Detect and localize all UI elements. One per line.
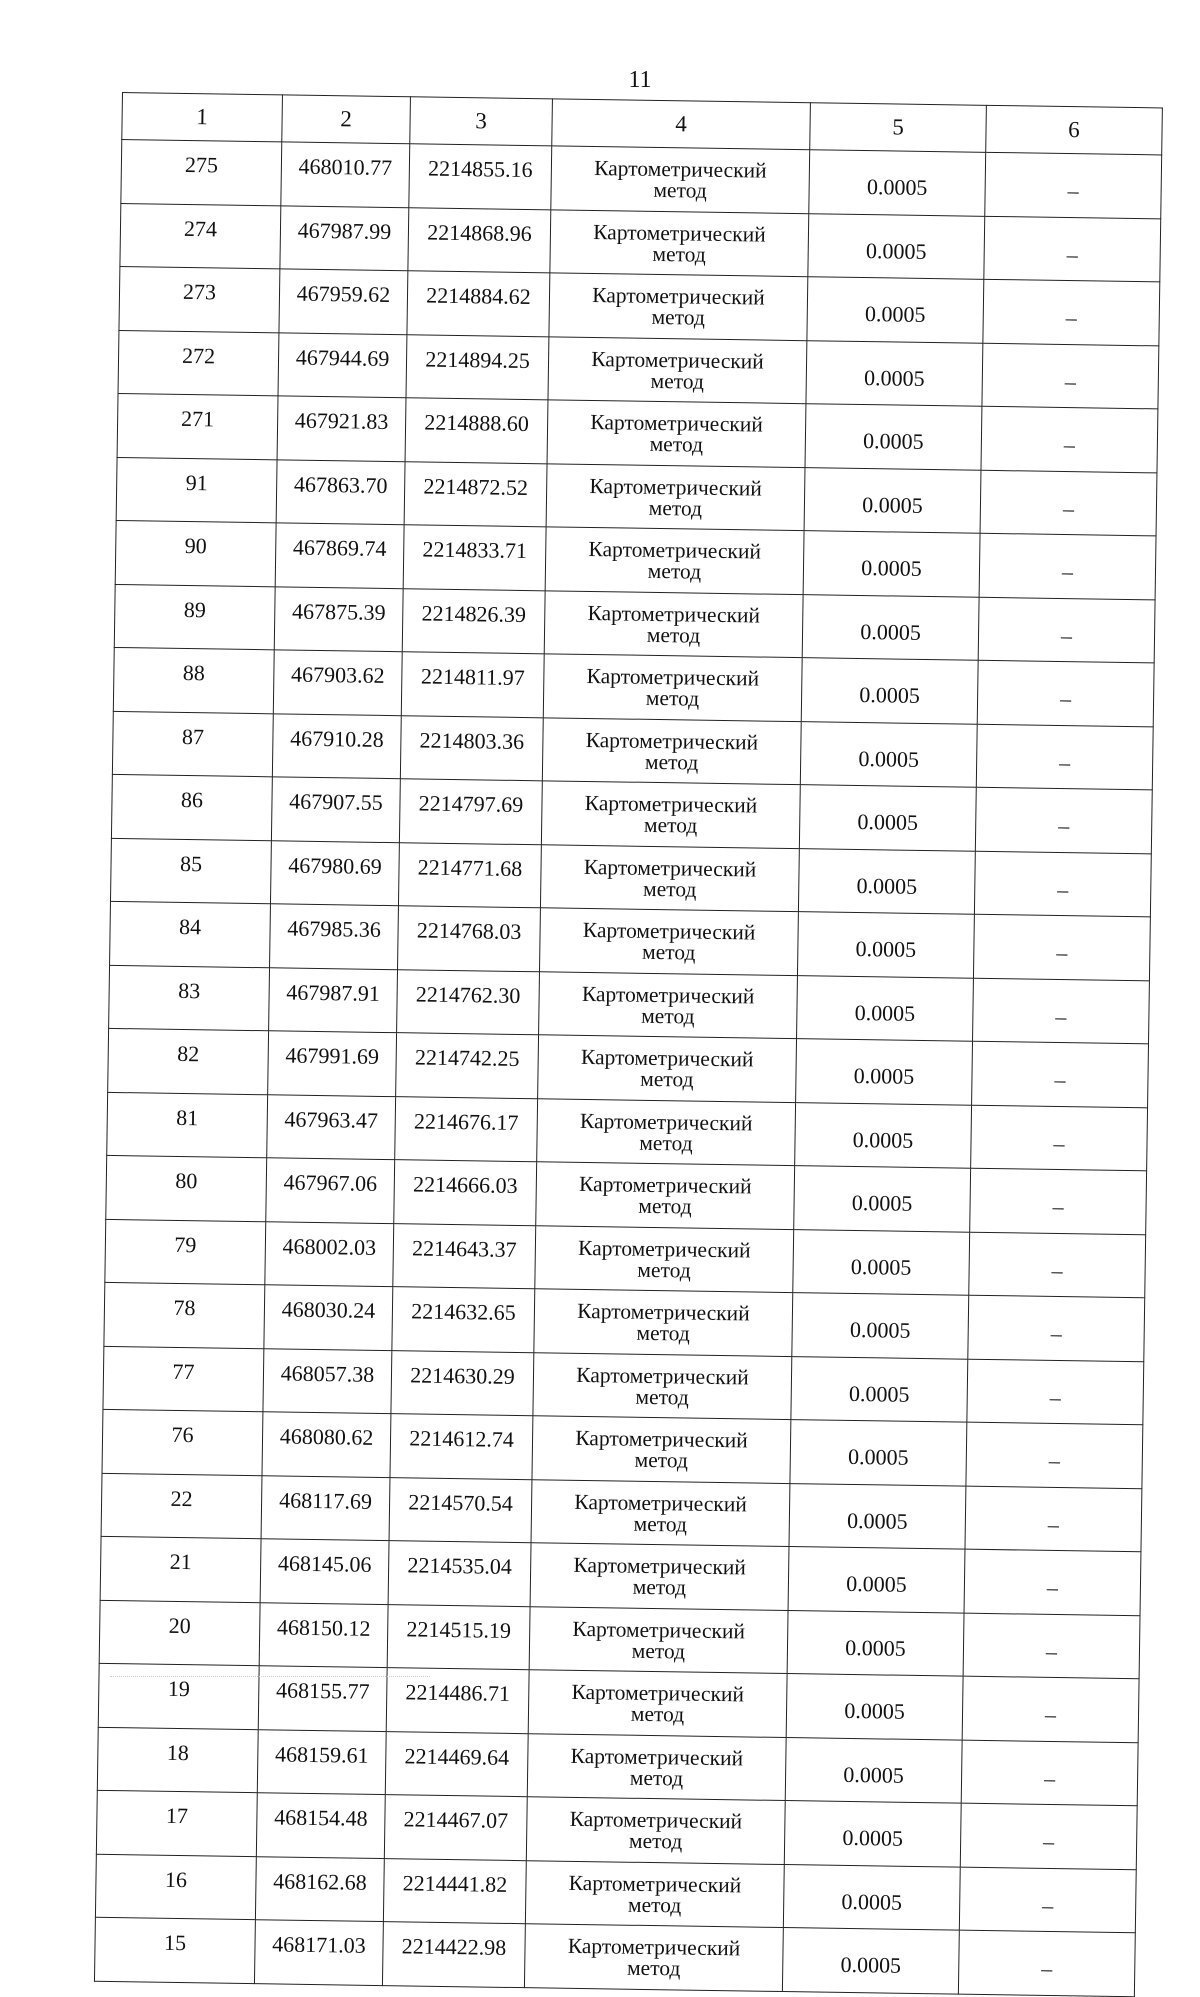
point-number-cell: 21 [100,1536,261,1602]
x-coordinate-cell: 467985.36 [270,904,399,969]
note-cell: – [973,914,1150,980]
method-cell [536,1162,795,1229]
accuracy-cell: 0.0005 [803,531,980,597]
method-line-2: метод [648,495,703,521]
accuracy-cell: 0.0005 [786,1674,963,1740]
method-line-2: метод [634,1448,689,1473]
x-coordinate-cell: 468155.77 [258,1666,387,1731]
accuracy-cell: 0.0005 [804,467,981,533]
note-cell: – [961,1740,1138,1806]
note-cell: – [969,1232,1146,1298]
note-cell: – [959,1867,1136,1933]
y-coordinate-cell: 2214630.29 [391,1350,534,1416]
x-coordinate-cell: 467869.74 [275,523,404,588]
x-coordinate-cell: 467987.99 [280,205,409,270]
note-cell: – [974,851,1151,917]
header-col-3: 3 [410,97,553,146]
point-number-cell: 84 [110,901,271,967]
method-line-2: метод [647,559,702,584]
method-line-1: Картометрический [574,1489,748,1517]
point-number-cell: 89 [114,584,275,650]
method-line-1: Картометрический [582,918,756,945]
note-cell: – [967,1359,1144,1425]
x-coordinate-cell: 467944.69 [278,332,407,397]
y-coordinate-cell: 2214771.68 [398,842,541,908]
method-line-2: метод [643,813,698,838]
method-line-2: метод [639,1130,693,1156]
coordinates-table-container [94,92,1162,1997]
point-number-cell: 83 [109,965,270,1031]
y-coordinate-cell: 2214666.03 [394,1160,537,1226]
method-line-1: Картометрический [572,1616,746,1644]
x-coordinate-cell: 467910.28 [272,713,401,778]
note-cell: – [981,406,1158,472]
point-number-cell: 82 [108,1028,269,1094]
point-number-cell: 19 [98,1663,259,1729]
y-coordinate-cell: 2214612.74 [390,1414,533,1480]
method-line-1: Картометрический [587,600,761,628]
y-coordinate-cell: 2214855.16 [409,144,552,210]
header-col-2: 2 [282,95,411,144]
x-coordinate-cell: 467903.62 [273,650,402,715]
point-number-cell: 17 [96,1790,257,1856]
x-coordinate-cell: 467967.06 [266,1158,395,1223]
method-line-2: метод [631,1638,686,1664]
method-cell [548,336,807,403]
y-coordinate-cell: 2214826.39 [402,588,545,654]
note-cell: – [970,1168,1147,1234]
method-line-1: Картометрический [577,1299,750,1326]
y-coordinate-cell: 2214803.36 [400,715,543,781]
accuracy-cell: 0.0005 [802,594,979,660]
note-cell: – [975,787,1152,853]
x-coordinate-cell: 468145.06 [260,1539,389,1604]
note-cell: – [971,1105,1148,1171]
method-line-1: Картометрический [569,1807,743,1834]
method-line-2: метод [653,178,707,203]
method-cell [532,1416,791,1483]
accuracy-cell: 0.0005 [794,1166,971,1232]
method-line-1: Картометрический [591,346,764,374]
note-cell: – [977,660,1154,726]
point-number-cell: 274 [120,203,281,269]
note-cell: – [985,152,1162,218]
y-coordinate-cell: 2214884.62 [407,271,550,337]
accuracy-cell: 0.0005 [800,721,977,787]
accuracy-cell: 0.0005 [806,340,983,406]
point-number-cell: 20 [99,1600,260,1666]
accuracy-cell: 0.0005 [801,658,978,724]
method-line-1: Картометрический [585,727,759,755]
note-cell: – [964,1549,1141,1615]
accuracy-cell: 0.0005 [797,975,974,1041]
method-line-2: метод [635,1384,690,1410]
y-coordinate-cell: 2214515.19 [387,1604,530,1670]
point-number-cell: 78 [104,1282,265,1348]
method-line-1: Картометрический [592,283,765,310]
method-line-1: Картометрический [593,156,767,183]
x-coordinate-cell: 468080.62 [262,1412,391,1477]
method-line-2: метод [646,622,701,648]
method-line-1: Картометрический [588,537,762,564]
method-line-2: метод [632,1574,687,1600]
method-line-2: метод [640,1067,694,1092]
point-number-cell: 273 [119,266,280,332]
method-cell [549,273,808,340]
method-line-2: метод [637,1257,691,1283]
accuracy-cell: 0.0005 [783,1864,960,1930]
accuracy-cell: 0.0005 [785,1737,962,1803]
x-coordinate-cell: 468010.77 [281,142,410,207]
coordinates-table [94,92,1163,1997]
accuracy-cell: 0.0005 [797,912,974,978]
accuracy-cell: 0.0005 [787,1610,964,1676]
method-cell [528,1670,787,1737]
x-coordinate-cell: 468057.38 [263,1348,392,1413]
point-number-cell: 275 [121,140,282,206]
method-line-1: Картометрический [576,1362,749,1390]
x-coordinate-cell: 468154.48 [256,1793,385,1858]
x-coordinate-cell: 467980.69 [270,840,399,905]
method-line-2: метод [638,1194,692,1219]
point-number-cell: 80 [106,1155,267,1221]
note-cell: – [962,1676,1139,1742]
accuracy-cell: 0.0005 [808,213,985,279]
x-coordinate-cell: 468030.24 [264,1285,393,1350]
method-cell [544,590,803,657]
method-line-2: метод [642,876,697,902]
method-line-1: Картометрический [571,1680,745,1707]
y-coordinate-cell: 2214888.60 [405,398,548,464]
note-cell: – [982,343,1159,409]
y-coordinate-cell: 2214768.03 [398,906,541,972]
method-line-2: метод [641,940,696,965]
method-line-2: метод [633,1511,688,1537]
y-coordinate-cell: 2214833.71 [403,525,546,591]
accuracy-cell: 0.0005 [791,1356,968,1422]
accuracy-cell: 0.0005 [788,1547,965,1613]
method-cell [541,781,800,848]
x-coordinate-cell: 467875.39 [274,586,403,651]
y-coordinate-cell: 2214469.64 [385,1731,528,1797]
y-coordinate-cell: 2214742.25 [396,1033,539,1099]
method-line-2: метод [651,305,706,330]
accuracy-cell: 0.0005 [809,150,986,216]
note-cell: – [965,1486,1142,1552]
note-cell: – [976,724,1153,790]
x-coordinate-cell: 467991.69 [268,1031,397,1096]
note-cell: – [963,1613,1140,1679]
note-cell: – [968,1295,1145,1361]
y-coordinate-cell: 2214570.54 [389,1477,532,1543]
y-coordinate-cell: 2214643.37 [393,1223,536,1289]
accuracy-cell: 0.0005 [789,1483,966,1549]
method-cell [545,527,804,594]
note-cell: – [978,597,1155,663]
table-body [94,140,1161,1997]
y-coordinate-cell: 2214872.52 [404,461,547,527]
method-line-1: Картометрический [577,1235,751,1263]
method-line-1: Картометрический [584,791,758,818]
method-cell [542,717,801,784]
note-cell: – [984,216,1161,282]
point-number-cell: 91 [116,457,277,523]
note-cell: – [979,533,1156,599]
point-number-cell: 87 [112,711,273,777]
accuracy-cell: 0.0005 [792,1293,969,1359]
x-coordinate-cell: 468002.03 [265,1221,394,1286]
method-line-1: Картометрический [578,1172,752,1199]
x-coordinate-cell: 467987.91 [269,967,398,1032]
method-cell [551,146,810,213]
method-cell [540,908,799,975]
accuracy-cell: 0.0005 [790,1420,967,1486]
method-line-2: метод [645,686,700,711]
method-line-1: Картометрический [581,981,755,1009]
method-cell [540,844,799,911]
note-cell: – [973,978,1150,1044]
note-cell: – [980,470,1157,536]
method-line-2: метод [629,1765,684,1791]
method-line-1: Картометрический [589,473,763,501]
method-cell [526,1797,785,1864]
accuracy-cell: 0.0005 [798,848,975,914]
note-cell: – [958,1930,1135,1996]
method-cell [524,1924,783,1991]
accuracy-cell: 0.0005 [799,785,976,851]
header-col-5: 5 [810,103,987,153]
x-coordinate-cell: 467959.62 [279,269,408,334]
method-cell [550,209,809,276]
method-cell [537,1098,796,1165]
y-coordinate-cell: 2214762.30 [397,969,540,1035]
method-line-2: метод [627,1892,682,1918]
y-coordinate-cell: 2214868.96 [408,207,551,273]
x-coordinate-cell: 467963.47 [267,1094,396,1159]
method-line-1: Картометрический [573,1553,747,1580]
method-line-2: метод [650,368,705,394]
method-line-1: Картометрический [583,854,757,882]
x-coordinate-cell: 467907.55 [271,777,400,842]
x-coordinate-cell: 468162.68 [255,1856,384,1921]
method-cell [529,1606,788,1673]
page-number: 11 [628,67,652,93]
point-number-cell: 16 [95,1854,256,1920]
note-cell: – [972,1041,1149,1107]
y-coordinate-cell: 2214486.71 [386,1668,529,1734]
x-coordinate-cell: 467921.83 [277,396,406,461]
method-line-1: Картометрический [575,1426,748,1453]
accuracy-cell: 0.0005 [807,277,984,343]
method-cell [539,971,798,1038]
point-number-cell: 22 [101,1473,262,1539]
point-number-cell: 271 [117,393,278,459]
y-coordinate-cell: 2214422.98 [382,1922,525,1988]
method-cell [543,654,802,721]
accuracy-cell: 0.0005 [782,1928,959,1994]
point-number-cell: 86 [111,774,272,840]
method-cell [530,1543,789,1610]
method-line-2: метод [636,1321,690,1346]
method-line-2: метод [644,749,699,775]
method-cell [538,1035,797,1102]
point-number-cell: 81 [107,1092,268,1158]
accuracy-cell: 0.0005 [793,1229,970,1295]
method-line-2: метод [652,241,707,267]
y-coordinate-cell: 2214811.97 [401,652,544,718]
method-cell [534,1289,793,1356]
note-cell: – [966,1422,1143,1488]
y-coordinate-cell: 2214797.69 [399,779,542,845]
accuracy-cell: 0.0005 [805,404,982,470]
method-line-1: Картометрический [580,1045,754,1072]
point-number-cell: 79 [105,1219,266,1285]
point-number-cell: 90 [115,520,276,586]
point-number-cell: 272 [118,330,279,396]
point-number-cell: 77 [103,1346,264,1412]
method-line-1: Картометрический [570,1743,744,1771]
method-line-2: метод [628,1828,683,1854]
y-coordinate-cell: 2214535.04 [388,1541,531,1607]
header-col-6: 6 [986,105,1163,155]
method-line-1: Картометрический [593,219,766,247]
header-col-4: 4 [552,99,811,150]
x-coordinate-cell: 468159.61 [257,1729,386,1794]
y-coordinate-cell: 2214632.65 [392,1287,535,1353]
method-line-1: Картометрический [590,410,764,437]
x-coordinate-cell: 468117.69 [261,1475,390,1540]
point-number-cell: 85 [110,838,271,904]
point-number-cell: 88 [113,647,274,713]
accuracy-cell: 0.0005 [795,1102,972,1168]
method-line-2: метод [641,1003,695,1029]
method-line-1: Картометрический [567,1934,741,1961]
method-line-1: Картометрический [586,664,760,691]
method-line-2: метод [630,1701,685,1727]
point-number-cell: 15 [94,1917,255,1983]
note-cell: – [960,1803,1137,1869]
note-cell: – [983,279,1160,345]
x-coordinate-cell: 468150.12 [259,1602,388,1667]
accuracy-cell: 0.0005 [796,1039,973,1105]
y-coordinate-cell: 2214441.82 [383,1858,526,1924]
method-line-1: Картометрический [568,1870,742,1898]
method-line-2: метод [649,432,704,457]
y-coordinate-cell: 2214894.25 [406,334,549,400]
x-coordinate-cell: 468171.03 [254,1920,383,1985]
method-line-1: Картометрический [579,1108,753,1136]
header-col-1: 1 [122,93,283,142]
method-cell [527,1733,786,1800]
y-coordinate-cell: 2214467.07 [384,1795,527,1861]
method-cell [535,1225,794,1292]
method-cell [546,463,805,530]
method-cell [525,1860,784,1927]
method-cell [531,1479,790,1546]
scan-artifact [110,1676,430,1679]
method-cell [533,1352,792,1419]
accuracy-cell: 0.0005 [784,1801,961,1867]
point-number-cell: 76 [102,1409,263,1475]
method-line-2: метод [626,1955,681,1981]
method-cell [547,400,806,467]
y-coordinate-cell: 2214676.17 [395,1096,538,1162]
x-coordinate-cell: 467863.70 [276,459,405,524]
point-number-cell: 18 [97,1727,258,1793]
